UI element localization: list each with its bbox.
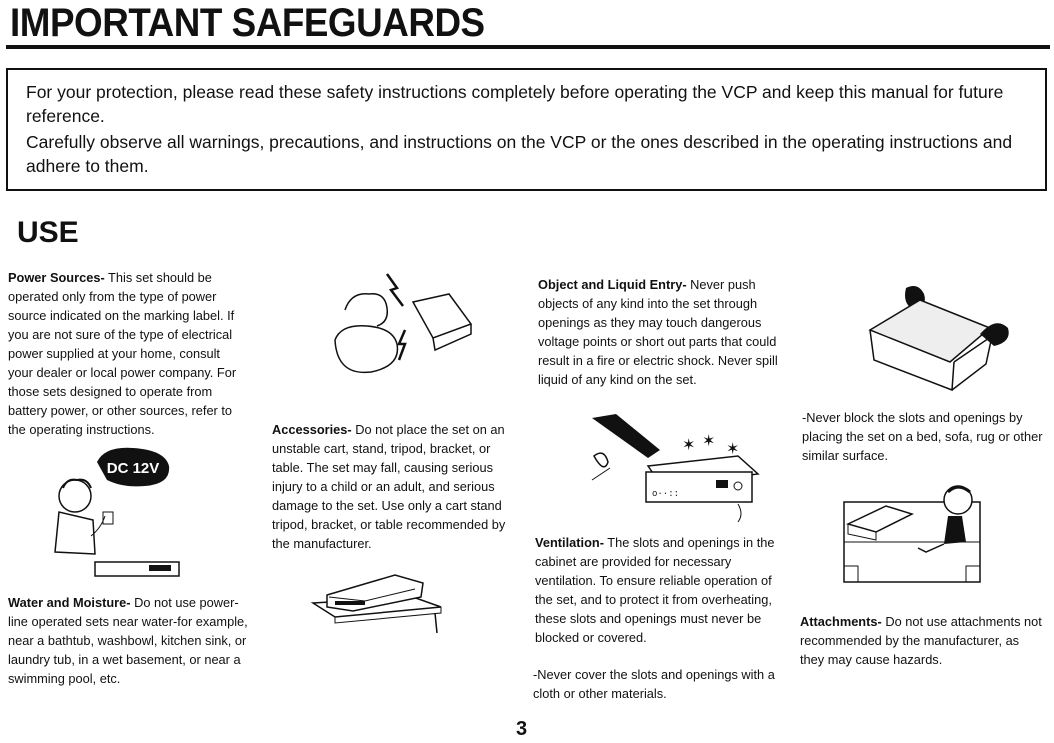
- never-cover-paragraph: -Never cover the slots and openings with a cloth or other materials.: [533, 667, 775, 701]
- ventilation-label: Ventilation-: [535, 535, 604, 550]
- water-moisture-text: Do not use power-line operated sets near water-for example, near a bathtub, washbowl, kitchen sink, or laundry tub, in a wet basement, or near a swimming pool, etc.: [8, 595, 248, 686]
- water-moisture-label: Water and Moisture-: [8, 595, 131, 610]
- accessories-text: Do not place the set on an unstable cart, stand, tripod, bracket, or table. The set may fall, causing serious injury to a child or an adult, and serious damage to the set. Use only a cart stand tripod, bracket, or table recommended by the manufacturer.: [272, 422, 506, 551]
- object-liquid-text: Never push objects of any kind into the set through openings as they may touch dangerous voltage points or short out parts that could result in a fire or electric shock. Never spill liquid of any kind on the set.: [538, 277, 778, 387]
- lightning-bolt-icon: [399, 330, 405, 360]
- power-sources-paragraph: [8, 268, 248, 439]
- power-sources-label: Power Sources-: [8, 270, 105, 285]
- section-heading-use: USE: [17, 216, 79, 249]
- dc-label: DC 12V: [106, 460, 160, 477]
- power-sources-text: This set should be operated only from the type of power source indicated on the marking label. If you are not sure of the type of electrical power supplied at your home, consult your dealer or local power company. For those sets designed to operate from battery power, or other sources, refer to the operating instructions.: [8, 270, 237, 437]
- intro-box: [6, 68, 1047, 191]
- vcp-device-icon: [848, 506, 912, 532]
- sofa-illustration: [840, 482, 985, 587]
- object-liquid-paragraph: [538, 275, 778, 389]
- page-title: IMPORTANT SAFEGUARDS: [10, 1, 485, 45]
- cloth-icon: [870, 300, 990, 362]
- svg-text:✶: ✶: [682, 435, 696, 454]
- basin-icon: [335, 326, 397, 373]
- attachments-paragraph: [800, 612, 1045, 669]
- power-illustration: [45, 444, 185, 582]
- lightning-bolt-icon: [387, 274, 403, 306]
- object-liquid-label: Object and Liquid Entry-: [538, 277, 687, 292]
- intro-line-2: Carefully observe all warnings, precautions, and instructions on the VCP or the ones described in the operating instructions and adhere to them.: [26, 132, 1013, 176]
- accessories-paragraph: [272, 420, 512, 553]
- svg-text:✶: ✶: [702, 431, 716, 450]
- svg-text:o··::: o··::: [652, 489, 680, 499]
- lightning-illustration: [325, 270, 475, 400]
- ventilation-paragraph: [535, 533, 775, 647]
- title-divider: [6, 45, 1050, 49]
- object-entry-illustration: [588, 410, 773, 528]
- shelf-illustration: [305, 567, 445, 637]
- never-block-paragraph: -Never block the slots and openings by placing the set on a bed, sofa, rug or other similar surface.: [802, 410, 1043, 463]
- water-moisture-paragraph: [8, 593, 248, 688]
- svg-text:✶: ✶: [726, 439, 740, 458]
- hand-icon: [592, 414, 660, 458]
- child-body-icon: [944, 516, 966, 544]
- intro-line-1: For your protection, please read these safety instructions completely before operating the VCP and keep this manual for future reference.: [26, 82, 1004, 126]
- person-body-icon: [55, 512, 95, 554]
- accessories-label: Accessories-: [272, 422, 352, 437]
- person-head-icon: [345, 294, 387, 326]
- covered-device-illustration: [860, 280, 1030, 395]
- attachments-text: Do not use attachments not recommended by the manufacturer, as they may cause hazards.: [800, 614, 1042, 667]
- power-adapter-icon: [413, 294, 471, 338]
- attachments-label: Attachments-: [800, 614, 882, 629]
- page-number: 3: [516, 718, 528, 740]
- ventilation-text: The slots and openings in the cabinet are provided for necessary ventilation. To ensure reliable operation of the set, and to protect it from overheating, these slots and openings must never be blocked or covered.: [535, 535, 775, 645]
